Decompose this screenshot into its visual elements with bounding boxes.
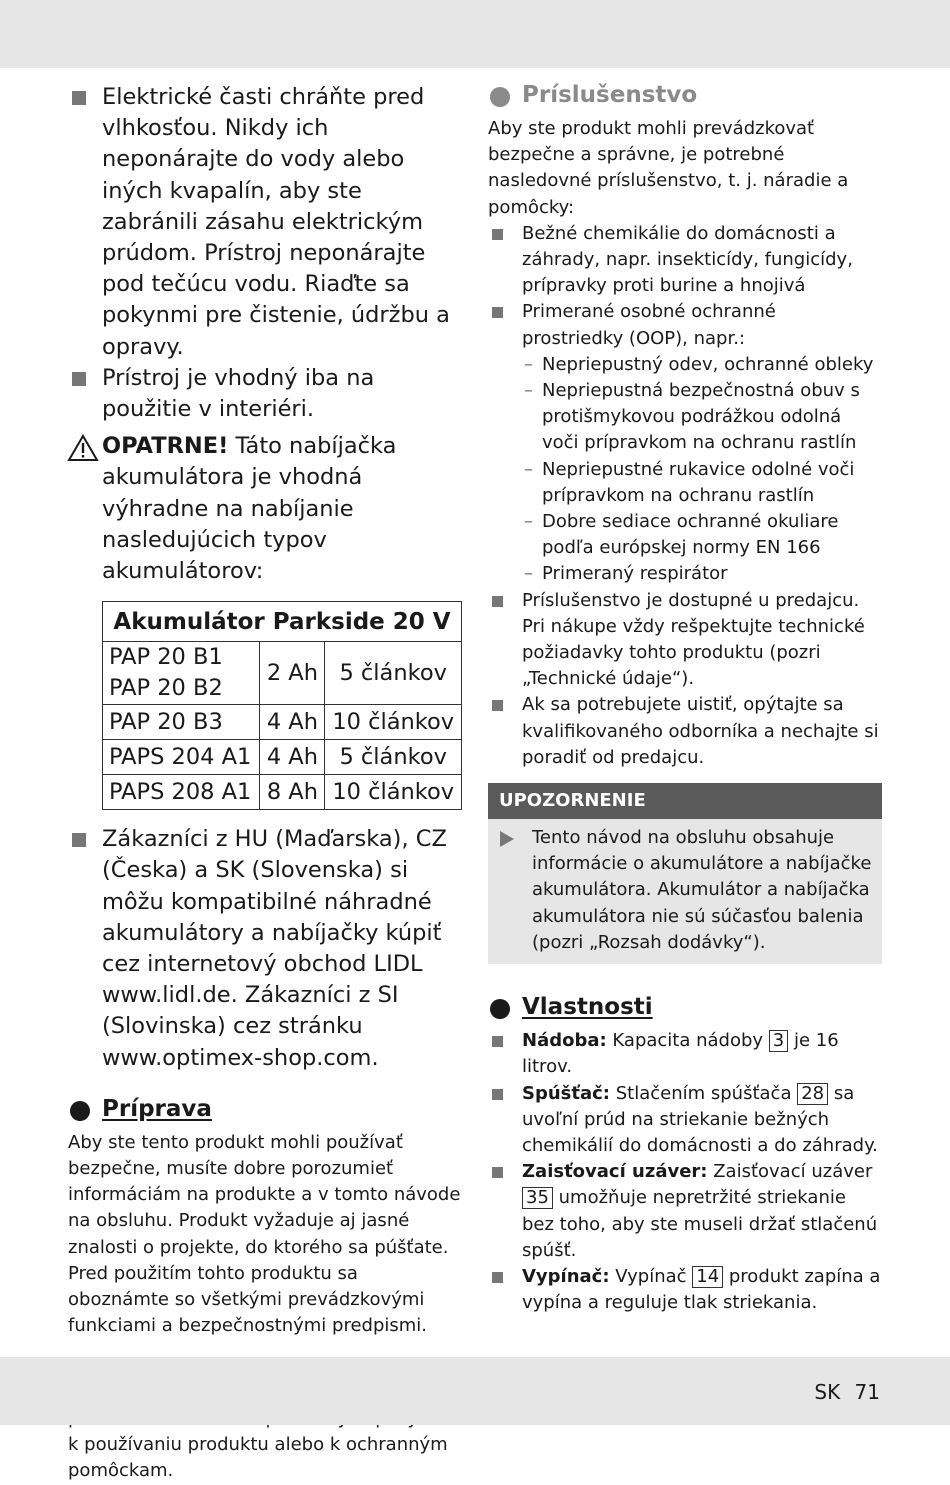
section-heading-prislusenstvo: [488, 82, 882, 108]
dash-icon: –: [524, 458, 533, 480]
feature-item: [488, 1264, 882, 1316]
table-cell-cells: 10 článkov: [325, 705, 462, 740]
bullet-dot-icon: [70, 1101, 90, 1121]
feature-label: Zaisťovací uzáver:: [522, 1161, 708, 1183]
list-item: [68, 363, 464, 425]
table-cell-cells: 5 článkov: [325, 740, 462, 775]
heading-text: Vlastnosti: [522, 994, 653, 1021]
battery-table: [102, 601, 462, 810]
heading-text: Príprava: [102, 1095, 212, 1122]
dash-icon: –: [524, 380, 533, 402]
square-bullet-icon: [492, 1036, 503, 1047]
feature-item: [488, 1081, 882, 1160]
list-item: [488, 221, 882, 300]
feature-text: Zaisťovací uzáver: [707, 1161, 873, 1183]
table-cell-model: PAPS 204 A1: [103, 740, 260, 775]
list-item-text: Ak sa potrebujete uistiť, opýtajte sa kvalifikovaného odborníka a nechajte si poradiť od predajcu.: [522, 694, 879, 768]
square-bullet-icon: [492, 596, 503, 607]
feature-item: [488, 1028, 882, 1080]
table-cell-capacity: 8 Ah: [260, 775, 325, 810]
list-item: [68, 824, 464, 1074]
caution-keyword: OPATRNE!: [102, 433, 229, 460]
square-bullet-icon: [492, 1167, 503, 1178]
square-bullet-icon: [72, 372, 86, 386]
model-name: PAP 20 B2: [109, 675, 223, 702]
feature-text: Vypínač: [609, 1265, 693, 1287]
table-row: [103, 705, 462, 740]
dash-item: [522, 378, 882, 457]
page-footer: [814, 1380, 880, 1404]
table-cell-cells: 5 článkov: [325, 642, 462, 705]
part-number-ref: 35: [522, 1187, 553, 1209]
list-item: [488, 692, 882, 771]
right-column: [488, 82, 882, 1316]
square-bullet-icon: [492, 1272, 503, 1283]
square-bullet-icon: [72, 91, 86, 105]
notice-text: Tento návod na obsluhu obsahuje informácie o akumulátore a nabíjačke akumulátora. Akumulátor a nabíjačka akumulátora nie sú súčasťou balenia (pozri „Rozsah dodávky“).: [532, 827, 872, 953]
page-number: 71: [854, 1380, 880, 1404]
feature-text: sa uvoľní prúd na striekanie bežných chemikálií do domácnosti a do záhrady.: [522, 1082, 878, 1156]
square-bullet-icon: [492, 229, 503, 240]
part-number-ref: 28: [797, 1083, 828, 1105]
table-row: [103, 775, 462, 810]
dash-icon: –: [524, 511, 533, 533]
model-name: PAP 20 B1: [109, 644, 223, 671]
list-item-text: Zákazníci z HU (Maďarska), CZ (Česka) a SK (Slovenska) si môžu kompatibilné náhradné akumulátory a nabíjačky kúpiť cez internetový obchod LIDL www.lidl.de. Zákazníci z SI (Slovinska) cez stránku www.optimex-shop.com.: [102, 826, 447, 1071]
table-cell-cells: 10 článkov: [325, 775, 462, 810]
feature-label: Nádoba:: [522, 1030, 607, 1052]
feature-label: Spúšťač:: [522, 1082, 610, 1104]
bottom-band: [0, 1357, 950, 1425]
feature-text: Stlačením spúšťača: [610, 1082, 798, 1104]
ppe-list: [522, 352, 882, 588]
dash-item-text: Primeraný respirátor: [542, 563, 728, 585]
notice-box: [488, 783, 882, 964]
section-heading-priprava: [68, 1096, 464, 1122]
notice-body: [488, 819, 882, 964]
dash-item: [522, 352, 882, 378]
dash-icon: –: [524, 563, 533, 585]
square-bullet-icon: [492, 307, 503, 318]
dash-item-text: Nepriepustný odev, ochranné obleky: [542, 353, 874, 375]
table-cell-model: PAP 20 B3: [103, 705, 260, 740]
table-title: Akumulátor Parkside 20 V: [103, 602, 462, 642]
feature-text: je 16 litrov.: [522, 1030, 839, 1078]
features-list: [488, 1028, 882, 1316]
list-item-text: Elektrické časti chráňte pred vlhkosťou. Nikdy ich neponárajte do vody alebo iných kvapalín, aby ste zabránili zásahu elektrickým prúdom. Prístroj neponárajte pod tečúcu vodu. Riaďte sa pokynmi pre čistenie, údržbu a opravy.: [102, 84, 450, 360]
table-cell-capacity: 4 Ah: [260, 740, 325, 775]
list-item-text: Primerané osobné ochranné prostriedky (OOP), napr.:: [522, 301, 776, 349]
table-cell-capacity: 2 Ah: [260, 642, 325, 705]
bullet-dot-icon: [490, 999, 510, 1019]
language-code: SK: [814, 1380, 841, 1404]
feature-text: produkt zapína a vypína a reguluje tlak striekania.: [522, 1265, 881, 1314]
feature-label: Vypínač:: [522, 1265, 610, 1287]
table-row: [103, 642, 462, 705]
square-bullet-icon: [492, 700, 503, 711]
priprava-paragraph: Aby ste tento produkt mohli používať bezpečne, musíte dobre porozumieť informáciám na produkte a v tomto návode na obsluhu. Produkt vyžaduje aj jasné znalosti o projekte, do ktorého sa púšťate. Pred použitím tohto produktu sa oboznámte so všetkými prevádzkovými funkciami a bezpečnostnými predpismi.: [68, 1131, 461, 1337]
play-arrow-icon: [500, 831, 514, 847]
feature-item: [488, 1159, 882, 1264]
list-item-text: Príslušenstvo je dostupné u predajcu. Pri nákupe vždy rešpektujte technické požiadavky tohto produktu (pozri „Technické údaje“).: [522, 589, 865, 690]
caution-note: [68, 431, 464, 587]
feature-text: Kapacita nádoby: [606, 1030, 769, 1052]
notice-title: UPOZORNENIE: [488, 783, 882, 819]
table-row: [103, 740, 462, 775]
priprava-paragraph: k používaniu produktu alebo k ochranným pomôckam.: [68, 1434, 448, 1482]
accessory-list: [488, 221, 882, 771]
left-column: [68, 82, 464, 1485]
table-cell-model: PAPS 208 A1: [103, 775, 260, 810]
list-item: [488, 588, 882, 693]
section-heading-vlastnosti: [488, 994, 882, 1020]
dash-item-text: Nepriepustná bezpečnostná obuv s protišmykovou podrážkou odolná voči prípravkom na ochranu rastlín: [542, 380, 860, 454]
table-cell-model: [103, 642, 260, 705]
top-band: [0, 0, 950, 68]
list-item-text: Prístroj je vhodný iba na použitie v interiéri.: [102, 364, 375, 423]
feature-text: umožňuje nepretržité striekanie bez toho, aby ste museli držať stlačenú spúšť.: [522, 1187, 878, 1261]
part-number-ref: 3: [769, 1030, 788, 1052]
dash-item: [522, 509, 882, 561]
list-item: [68, 82, 464, 363]
dash-icon: –: [524, 353, 533, 375]
list-item: [488, 299, 882, 587]
table-cell-capacity: 4 Ah: [260, 705, 325, 740]
dash-item: [522, 457, 882, 509]
square-bullet-icon: [72, 833, 86, 847]
square-bullet-icon: [492, 1089, 503, 1100]
safety-list: [68, 82, 464, 425]
dash-item: [522, 561, 882, 587]
dash-item-text: Dobre sediace ochranné okuliare podľa európskej normy EN 166: [542, 511, 839, 559]
heading-text: Príslušenstvo: [522, 82, 698, 108]
part-number-ref: 14: [692, 1266, 723, 1288]
customer-list: [68, 824, 464, 1074]
list-item-text: Bežné chemikálie do domácnosti a záhrady, napr. insekticídy, fungicídy, prípravky proti burine a hnojivá: [522, 222, 853, 297]
prislusenstvo-intro: Aby ste produkt mohli prevádzkovať bezpečne a správne, je potrebné nasledovné príslušenstvo, t. j. náradie a pomôcky:: [488, 118, 849, 218]
dash-item-text: Nepriepustné rukavice odolné voči prípravkom na ochranu rastlín: [542, 458, 855, 506]
warning-triangle-icon: [68, 435, 98, 461]
bullet-dot-icon: [490, 87, 510, 107]
caution-text: Táto nabíjačka akumulátora je vhodná výhradne na nabíjanie nasledujúcich typov akumulátorov:: [102, 433, 397, 585]
